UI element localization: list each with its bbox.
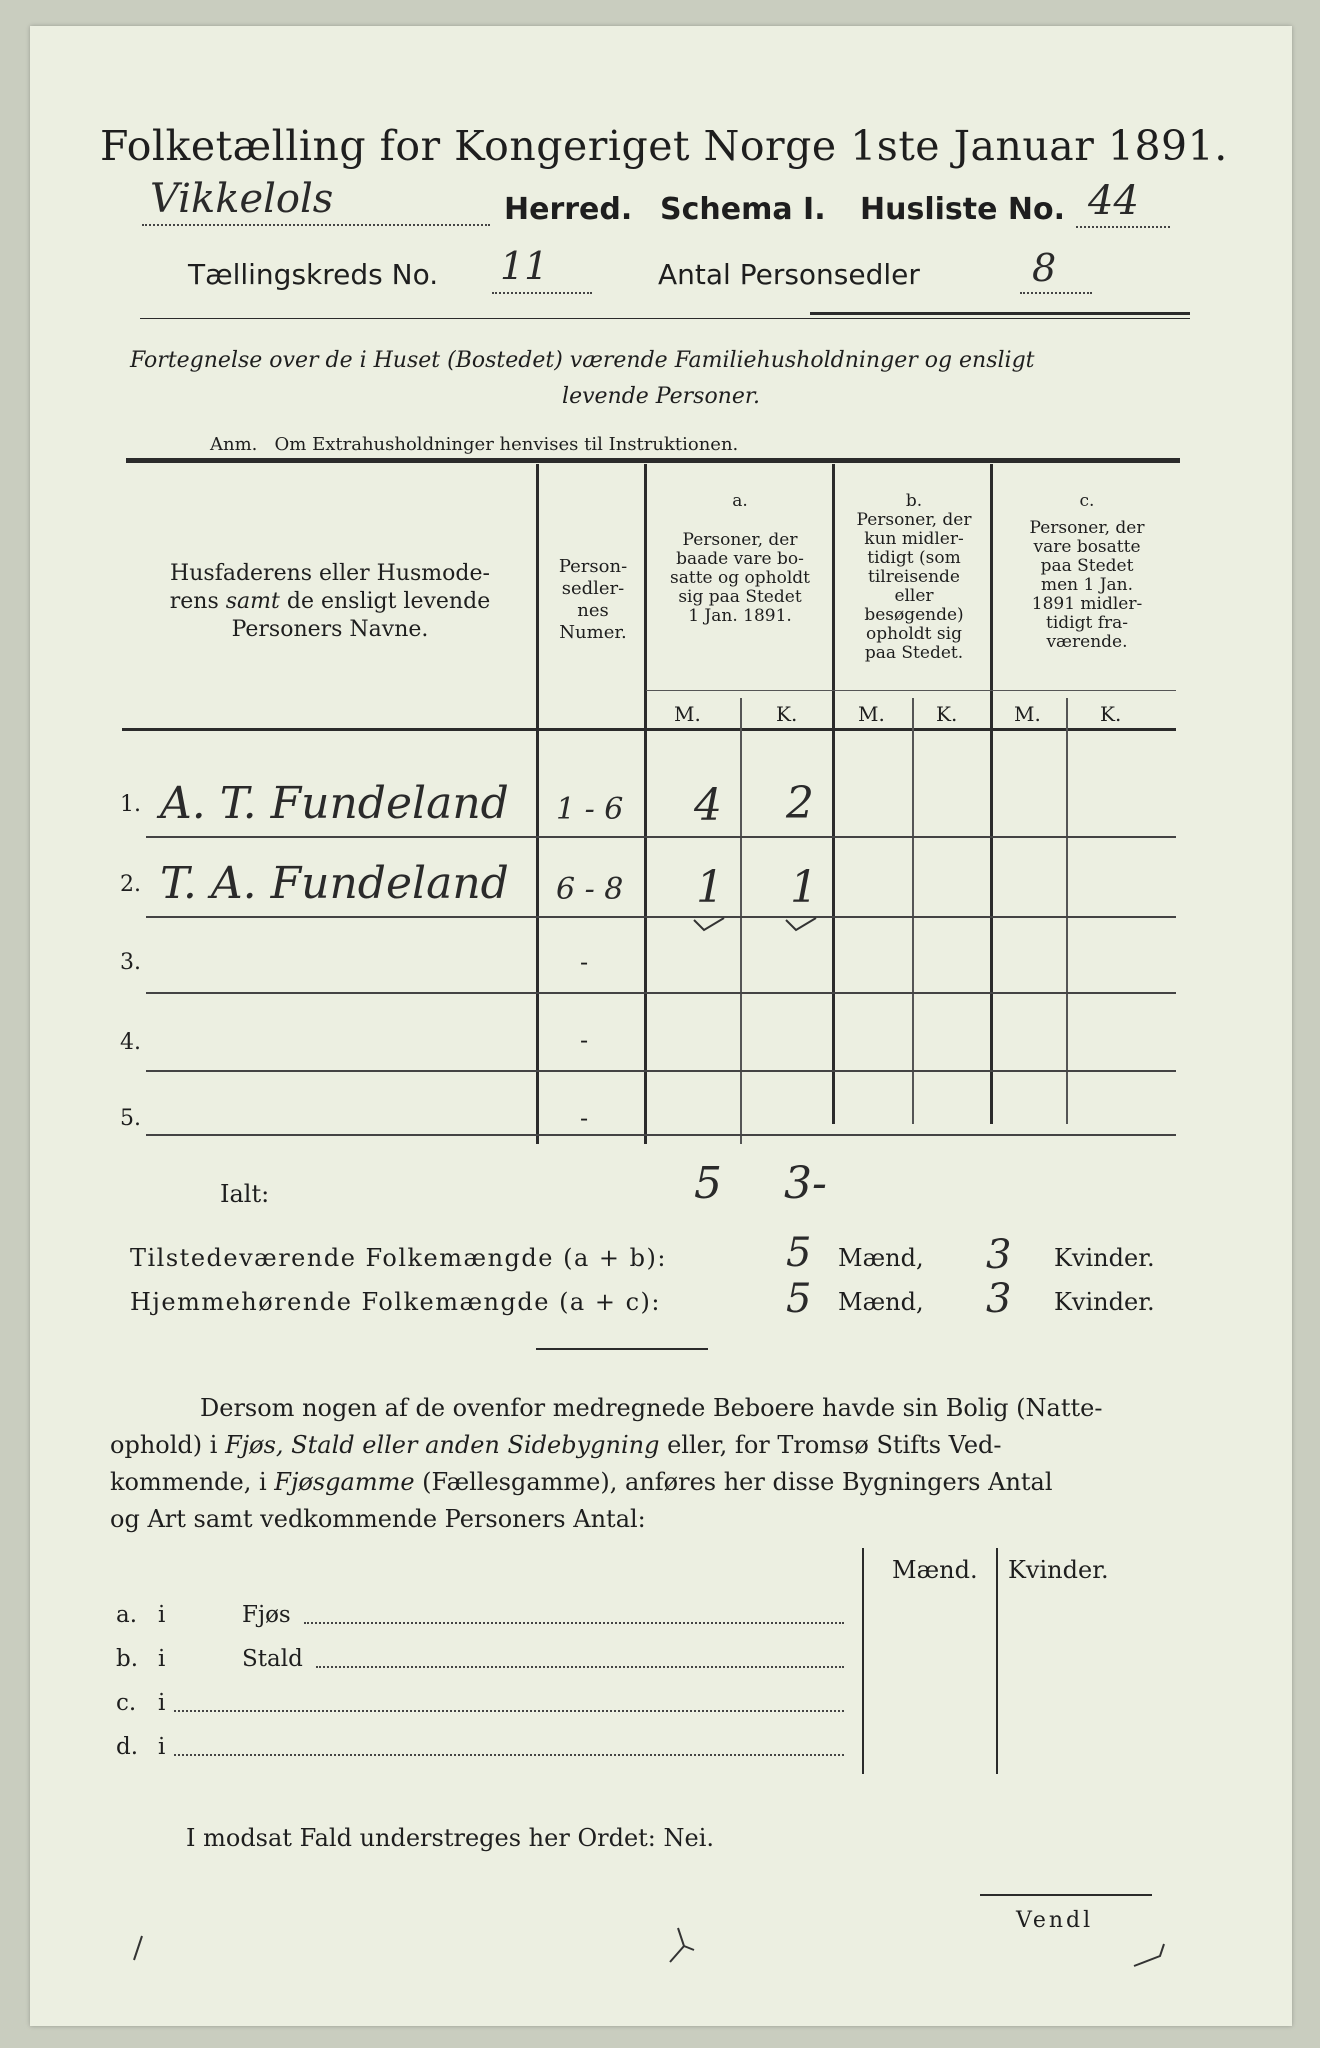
building-row-b-dots [316, 1666, 844, 1668]
col-header-b [838, 492, 990, 663]
table-top-rule [126, 458, 1180, 463]
col-header-nummer-l2: sedler- [561, 578, 625, 599]
row-2-line [146, 916, 1176, 918]
pencil-mark-icon [126, 1934, 150, 1964]
row-4-nummer: - [580, 1026, 589, 1054]
building-row-b-letter: b. [116, 1646, 139, 1672]
husliste-value: 44 [1088, 178, 1139, 224]
col-header-a-l4: sig paa Stedet [678, 587, 802, 607]
row-3-number: 3. [120, 950, 141, 975]
header-rule [810, 312, 1190, 315]
antal-value: 8 [1032, 246, 1057, 290]
building-row-d-letter: d. [116, 1734, 139, 1760]
col-c-k-label: K. [1100, 702, 1122, 726]
col-header-b-l2: kun midler- [864, 529, 964, 549]
hjemme-maend-label: Mænd, [838, 1288, 924, 1316]
building-row-b-label: Stald [242, 1646, 303, 1672]
col-divider-nummer [644, 464, 647, 1144]
hjemme-maend-value: 5 [786, 1276, 812, 1322]
header-rule-thin [140, 318, 1190, 319]
col-header-a-l2: baade vare bo- [676, 549, 804, 569]
col-header-nummer-l3: nes [577, 600, 609, 621]
col-divider-names [536, 464, 539, 1144]
col-b-m-label: M. [858, 702, 885, 726]
col-header-a-letter: a. [732, 491, 748, 511]
husliste-dotline [1076, 226, 1170, 228]
schema-label: Schema I. [660, 192, 826, 227]
building-row-c-letter: c. [116, 1690, 137, 1716]
hjemme-label: Hjemmehørende Folkemængde (a + c): [130, 1288, 661, 1316]
col-c-m-label: M. [1014, 702, 1041, 726]
vendl-rule [980, 1894, 1152, 1896]
herred-dotline [142, 224, 490, 226]
building-row-a-letter: a. [116, 1602, 138, 1628]
col-header-c-l4: men 1 Jan. [1040, 575, 1134, 595]
col-header-b-l8: paa Stedet. [864, 643, 964, 663]
mk-divider-c [1066, 698, 1068, 1124]
tilstede-kvinder-label: Kvinder. [1054, 1244, 1155, 1272]
building-row-a-label: Fjøs [242, 1602, 291, 1628]
col-header-c [994, 492, 1180, 652]
col-header-a-l5: 1 Jan. 1891. [688, 606, 792, 626]
col-header-b-l1: Personer, der [856, 510, 972, 530]
col-divider-b [990, 464, 993, 1124]
col-b-k-label: K. [936, 702, 958, 726]
building-row-b-i: i [158, 1646, 166, 1672]
row-1-a-m: 4 [694, 780, 722, 831]
buildings-divider-1 [862, 1548, 864, 1774]
row-2-a-m-tick-icon [690, 914, 730, 934]
buildings-para-2b: Fjøs, Stald eller anden Sidebygning [225, 1431, 660, 1459]
tilstede-maend-value: 5 [786, 1230, 812, 1276]
buildings-paragraph [110, 1390, 1170, 1538]
col-header-b-l3: tidigt (som [867, 548, 961, 568]
col-header-b-l4: tilreisende [867, 567, 960, 587]
row-2-a-m: 1 [696, 862, 724, 913]
herred-label: Herred. [504, 192, 633, 227]
col-header-b-l6: besøgende) [864, 605, 964, 625]
building-row-d-dots [174, 1754, 844, 1756]
building-row-a [116, 1602, 856, 1632]
col-header-b-letter: b. [905, 491, 923, 511]
col-header-c-l2: vare bosatte [1033, 537, 1141, 557]
col-header-names-l2a: rens [169, 589, 226, 614]
kreds-value: 11 [500, 244, 549, 288]
row-5-line [146, 1134, 1176, 1136]
buildings-para-3b: Fjøsgamme [274, 1468, 415, 1496]
row-4-line [146, 1070, 1176, 1072]
buildings-col-maend: Mænd. [892, 1556, 978, 1584]
mk-divider-b [912, 698, 914, 1124]
mk-header-rule [646, 690, 1176, 691]
buildings-col-kvinder: Kvinder. [1008, 1556, 1109, 1584]
col-header-b-l5: eller [894, 586, 934, 606]
table-header-bottom-rule [122, 728, 1176, 731]
col-header-c-letter: c. [1079, 491, 1095, 511]
pencil-mark-icon [660, 1926, 700, 1966]
buildings-divider-2 [996, 1548, 998, 1774]
section-separator [536, 1348, 708, 1350]
buildings-para-line4: og Art samt vedkommende Personers Antal: [110, 1505, 646, 1533]
col-header-a [650, 492, 830, 626]
building-row-c-i: i [158, 1690, 166, 1716]
row-3-line [146, 992, 1176, 994]
col-header-c-l1: Personer, der [1029, 518, 1145, 538]
anm-note: Anm. Om Extrahusholdninger henvises til Instruktionen. [210, 434, 739, 455]
col-header-names-l2 [130, 588, 530, 616]
row-5-nummer: - [580, 1104, 589, 1132]
col-header-nummer-l4: Numer. [559, 622, 627, 643]
col-header-a-l1: Personer, der [682, 530, 798, 550]
tilstede-maend-label: Mænd, [838, 1244, 924, 1272]
intro-line1: Fortegnelse over de i Huset (Bostedet) værende Familiehusholdninger og ensligt [130, 348, 1035, 373]
vendl-label: Vendl [1016, 1908, 1094, 1933]
antal-dotline [1020, 292, 1092, 294]
intro-line2: levende Personer. [562, 384, 760, 409]
col-header-nummer-l1: Person- [558, 556, 628, 577]
building-row-d-i: i [158, 1734, 166, 1760]
herred-value: Vikkelols [150, 176, 334, 222]
col-header-names-l3: Personers Navne. [231, 617, 429, 642]
ialt-label: Ialt: [220, 1180, 270, 1208]
col-header-c-l6: tidigt fra- [1045, 613, 1128, 633]
hjemme-kvinder-label: Kvinder. [1054, 1288, 1155, 1316]
row-1-name: A. T. Fundeland [160, 778, 509, 829]
row-2-name: T. A. Fundeland [160, 858, 509, 909]
row-1-line [146, 836, 1176, 838]
census-form-sheet [30, 26, 1292, 2026]
pencil-mark-icon [1130, 1940, 1170, 1970]
buildings-para-3c: (Fællesgamme), anføres her disse Bygningers Antal [414, 1468, 1053, 1496]
building-row-d [116, 1734, 856, 1764]
ialt-m: 5 [694, 1158, 722, 1209]
row-1-number: 1. [120, 792, 141, 817]
row-2-a-k: 1 [790, 862, 818, 913]
row-1-a-k: 2 [786, 778, 814, 829]
col-header-names-l1: Husfaderens eller Husmode- [170, 561, 490, 586]
footer-note: I modsat Fald understreges her Ordet: Nei. [186, 1824, 715, 1852]
building-row-b [116, 1646, 856, 1676]
buildings-para-2c: eller, for Tromsø Stifts Ved- [659, 1431, 1002, 1459]
antal-label: Antal Personsedler [658, 258, 920, 291]
row-4-number: 4. [120, 1030, 141, 1055]
tilstede-label: Tilstedeværende Folkemængde (a + b): [130, 1244, 667, 1272]
col-divider-a [832, 464, 835, 1124]
col-header-b-l7: opholdt sig [866, 624, 962, 644]
buildings-para-line3 [110, 1464, 1170, 1501]
col-header-names [130, 560, 530, 644]
buildings-para-line2 [110, 1427, 1170, 1464]
col-header-a-l3: satte og opholdt [670, 568, 810, 588]
row-3-nummer: - [580, 948, 589, 976]
buildings-para-line1 [110, 1390, 1170, 1427]
col-header-nummer [544, 556, 642, 644]
row-2-nummer: 6 - 8 [556, 872, 624, 907]
col-a-m-label: M. [674, 702, 701, 726]
buildings-para-2a: ophold) i [110, 1431, 226, 1459]
col-header-c-l5: 1891 midler- [1031, 594, 1143, 614]
buildings-para-3a: kommende, i [110, 1468, 275, 1496]
col-header-names-l2c: de ensligt levende [279, 589, 491, 614]
buildings-para-1a: Dersom nogen af de ovenfor medregnede Beboere havde sin Bolig (Natte- [200, 1394, 1103, 1422]
col-header-c-l7: værende. [1046, 632, 1128, 652]
husliste-label: Husliste No. [860, 192, 1065, 227]
col-a-k-label: K. [776, 702, 798, 726]
row-2-a-k-tick-icon [782, 914, 822, 934]
col-header-names-l2b: samt [225, 589, 280, 614]
row-2-number: 2. [120, 872, 141, 897]
hjemme-kvinder-value: 3 [986, 1276, 1012, 1322]
building-row-c-dots [174, 1710, 844, 1712]
tilstede-kvinder-value: 3 [986, 1232, 1012, 1278]
building-row-c [116, 1690, 856, 1720]
row-5-number: 5. [120, 1106, 141, 1131]
kreds-dotline [492, 292, 592, 294]
ialt-k: 3- [784, 1158, 827, 1209]
kreds-label: Tællingskreds No. [188, 258, 439, 291]
row-1-nummer: 1 - 6 [556, 792, 624, 827]
building-row-a-dots [304, 1622, 844, 1624]
building-row-a-i: i [158, 1602, 166, 1628]
form-title: Folketælling for Kongeriget Norge 1ste Januar 1891. [100, 122, 1228, 170]
col-header-c-l3: paa Stedet [1040, 556, 1134, 576]
mk-divider-a [740, 698, 742, 1144]
